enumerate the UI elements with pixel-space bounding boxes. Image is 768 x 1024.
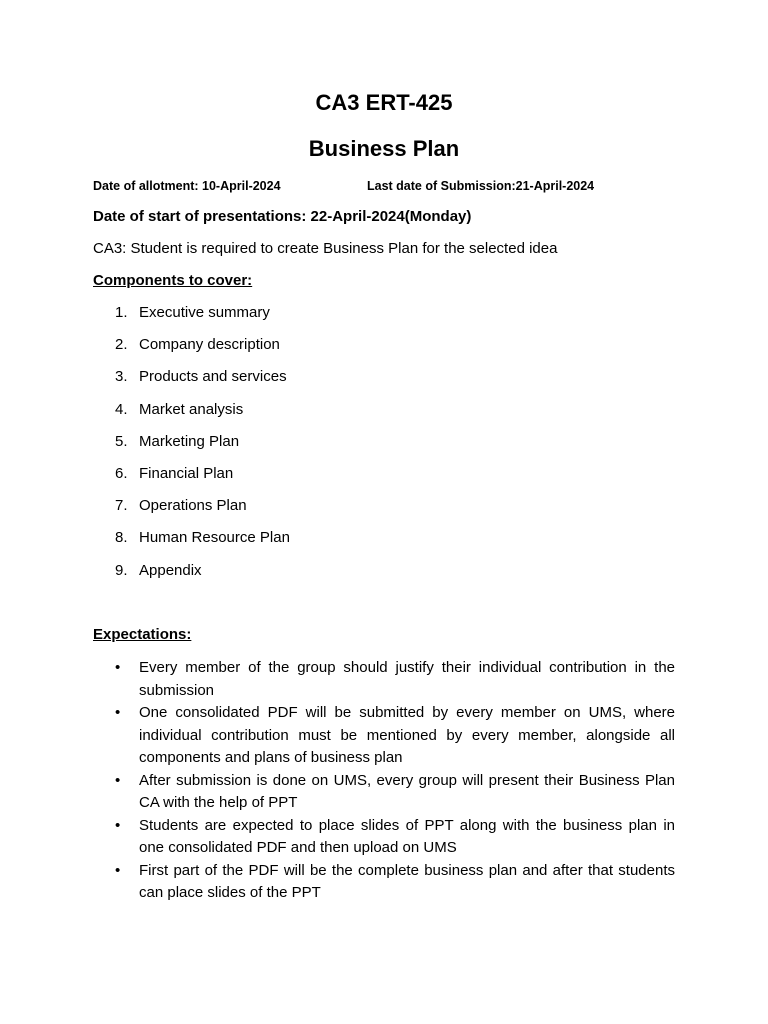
document-subtitle: Business Plan [308, 136, 460, 161]
components-heading: Components to cover: [93, 272, 253, 289]
list-item [93, 657, 675, 702]
list-item-text: After submission is done on UMS, every group will present their Business Plan CA with the help of PPT [139, 771, 675, 811]
list-item [93, 860, 675, 905]
list-item-text: First part of the PDF will be the complete business plan and after that students can place slides of the PPT [139, 861, 675, 901]
list-item-number: 2. [115, 336, 128, 354]
presentations-start-date: Date of start of presentations: 22-April-2024(Monday) [93, 208, 472, 225]
list-item [93, 815, 675, 860]
list-item-label: Company description [139, 336, 280, 354]
list-item-number: 5. [115, 432, 128, 450]
list-item-text: Every member of the group should justify their individual contribution in the submission [139, 659, 675, 699]
list-item-label: Products and services [139, 368, 287, 386]
list-item-number: 4. [115, 400, 128, 418]
list-item-number: 7. [115, 497, 128, 515]
list-item [93, 770, 675, 815]
list-item [93, 702, 675, 770]
expectations-list [93, 657, 675, 905]
list-item-number: 8. [115, 529, 128, 547]
bullet-icon: • [115, 861, 121, 879]
bullet-icon: • [115, 771, 121, 789]
list-item-label: Financial Plan [139, 464, 234, 482]
list-item-number: 9. [115, 561, 128, 579]
document-title: CA3 ERT-425 [315, 90, 453, 115]
submission-deadline: Last date of Submission:21-April-2024 [367, 179, 595, 193]
bullet-icon: • [115, 659, 121, 676]
list-item-text: Students are expected to place slides of PPT along with the business plan in one consolidated PDF and then upload on UMS [139, 816, 675, 856]
list-item-text: One consolidated PDF will be submitted by every member on UMS, where individual contribution must be mentioned by every member, alongside all components and plans of business plan [139, 704, 675, 766]
expectations-heading: Expectations: [93, 626, 192, 643]
allotment-date: Date of allotment: 10-April-2024 [93, 179, 281, 193]
list-item-label: Market analysis [139, 400, 244, 418]
list-item-number: 6. [115, 464, 128, 482]
list-item-label: Human Resource Plan [139, 529, 290, 547]
bullet-icon: • [115, 704, 121, 721]
list-item-label: Marketing Plan [139, 432, 240, 450]
list-item-number: 3. [115, 368, 128, 386]
bullet-icon: • [115, 816, 121, 834]
list-item-label: Operations Plan [139, 497, 247, 515]
list-item-label: Executive summary [139, 304, 270, 321]
intro-text: CA3: Student is required to create Business Plan for the selected idea [93, 240, 558, 257]
list-item-number: 1. [115, 304, 128, 321]
list-item-label: Appendix [139, 561, 202, 579]
